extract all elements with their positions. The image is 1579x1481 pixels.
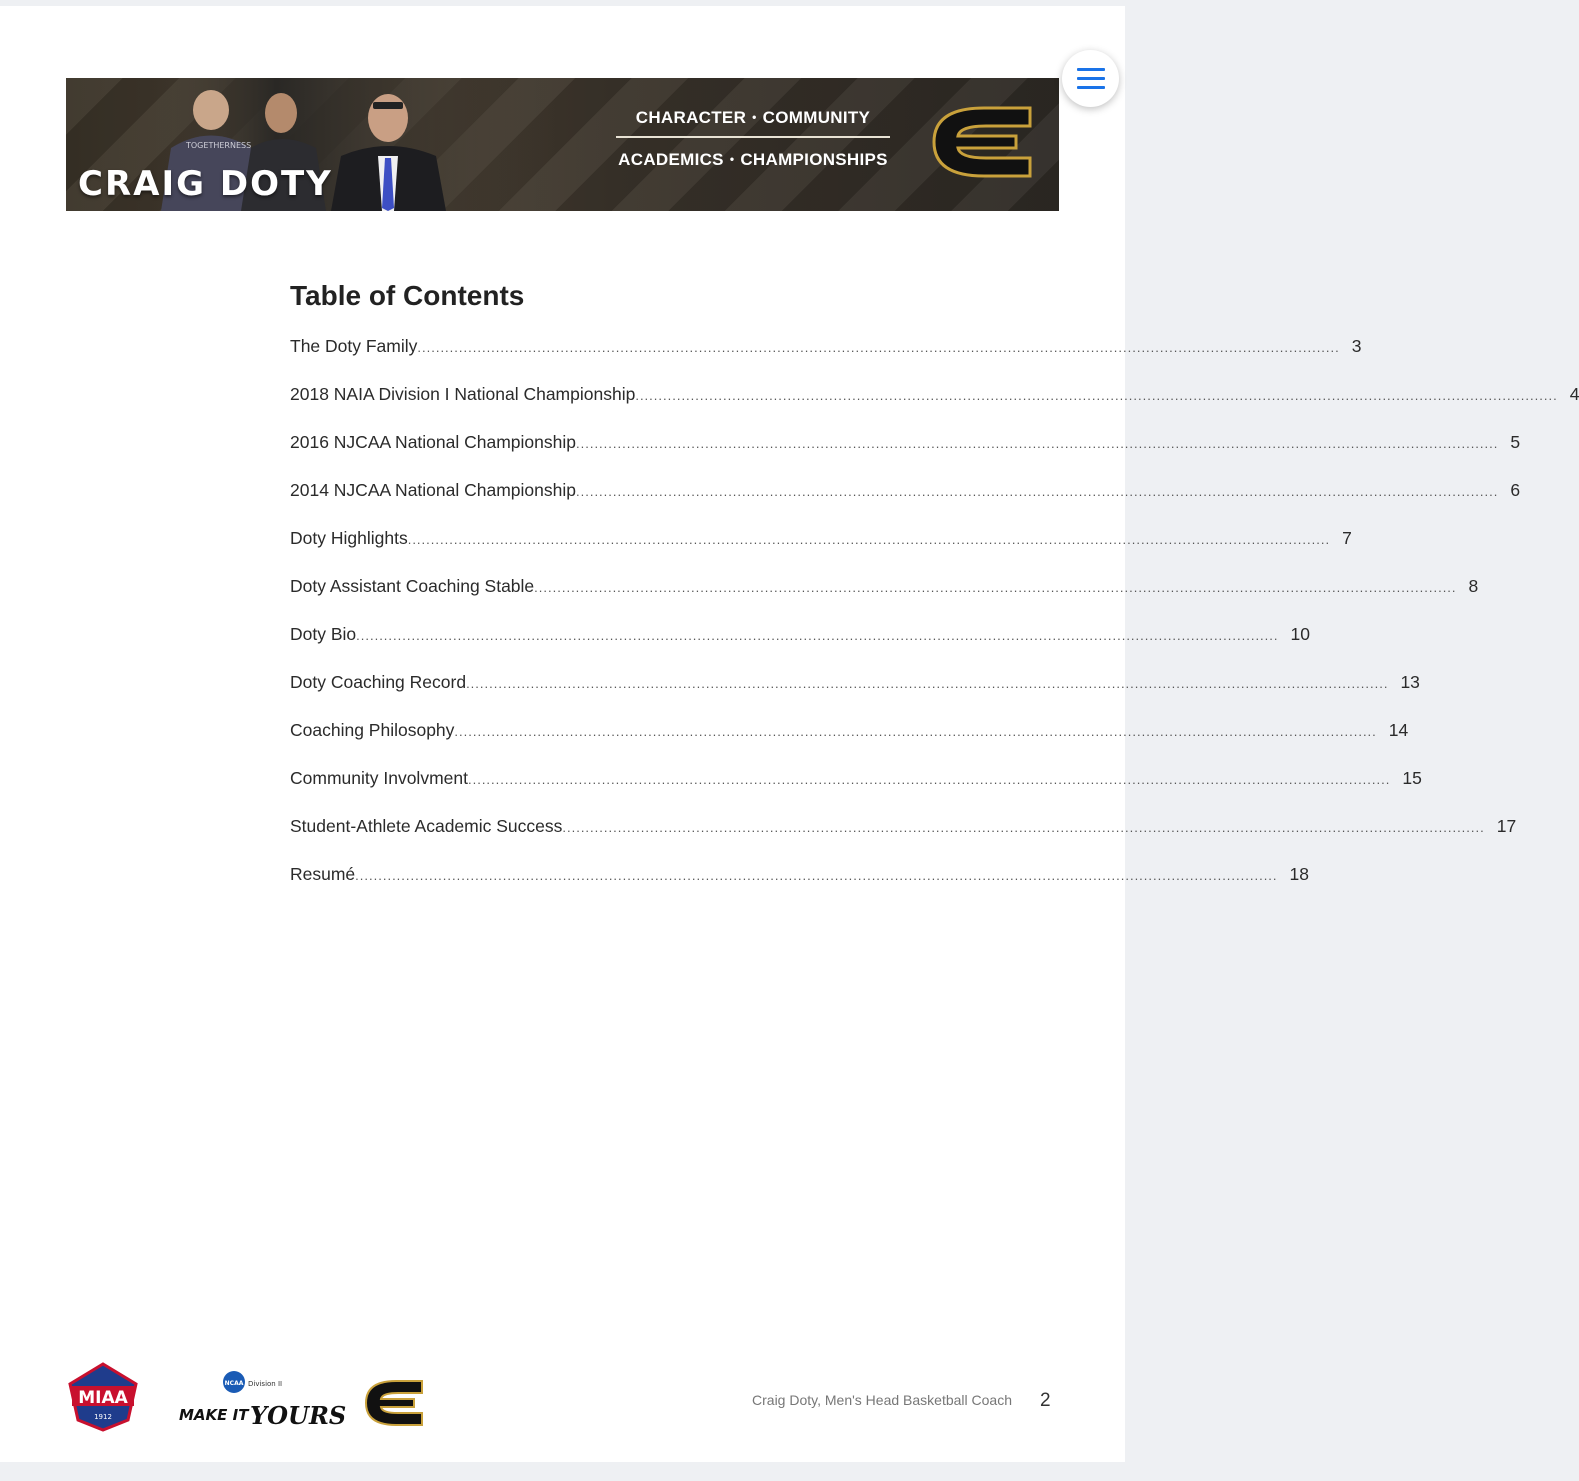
toc-leader-dots: ........................................................................................................................................................................................................ — [576, 436, 1499, 451]
toc-entry-page: 15 — [1402, 768, 1422, 788]
value-academics: ACADEMICS — [618, 150, 724, 169]
toc-leader-dots: ........................................................................................................................................................................................................ — [466, 676, 1389, 691]
yours-text: YOURS — [250, 1401, 347, 1430]
value-championships: CHAMPIONSHIPS — [740, 150, 888, 169]
toc-leader-dots: ........................................................................................................................................................................................................ — [562, 820, 1485, 835]
value-community: COMMUNITY — [762, 108, 871, 127]
toc-leader-dots: ........................................................................................................................................................................................................ — [467, 772, 1391, 787]
toc-leader-dots: ........................................................................................................................................................................................................ — [407, 532, 1331, 547]
toc-entry-page: 14 — [1388, 720, 1409, 740]
toc-entry-label: Coaching Philosophy — [290, 720, 455, 740]
toc-leader-dots: ........................................................................................................................................................................................................ — [576, 484, 1499, 499]
toc-entry[interactable] — [290, 864, 1310, 912]
toc-entry[interactable] — [290, 672, 1420, 720]
toc-leader-dots: ........................................................................................................................................................................................................ — [417, 340, 1340, 355]
toc-entry[interactable] — [290, 528, 1352, 576]
toc-entry-label: Resumé — [290, 864, 356, 884]
toc-entry-page: 5 — [1510, 432, 1521, 452]
toc-entry-label: Community Involvment — [290, 768, 468, 788]
toc-entry-label: The Doty Family — [290, 336, 418, 356]
make-it-text: MAKE IT — [179, 1406, 249, 1424]
ncaa-division: Division II — [248, 1380, 283, 1388]
toc-entry-label: 2016 NJCAA National Championship — [290, 432, 576, 452]
toc-leader-dots: ........................................................................................................................................................................................................ — [534, 580, 1457, 595]
toc-entry[interactable] — [290, 816, 1517, 864]
toc-entry-page: 8 — [1468, 576, 1479, 596]
toc-entry-label: Doty Coaching Record — [290, 672, 467, 692]
hamburger-menu-icon — [1077, 68, 1105, 71]
toc-entry-page: 17 — [1496, 816, 1517, 836]
toc-entry-page: 7 — [1342, 528, 1352, 548]
toc-leader-dots: ........................................................................................................................................................................................................ — [454, 724, 1377, 739]
document-page — [0, 6, 1579, 1462]
toc-entry-page: 13 — [1400, 672, 1420, 692]
ncaa-badge: NCAA — [224, 1380, 244, 1387]
toc-leader-dots: ........................................................................................................................................................................................................ — [635, 388, 1558, 403]
values-tagline — [614, 108, 892, 170]
banner-name: CRAIG DOTY — [78, 164, 333, 204]
toc-entry[interactable] — [290, 576, 1479, 624]
hamburger-menu-icon — [1077, 77, 1105, 80]
toc-entry-page: 4 — [1569, 384, 1579, 404]
toc-entry-label: Doty Bio — [290, 624, 357, 644]
toc-entry[interactable] — [290, 624, 1310, 672]
toc-entry[interactable] — [290, 720, 1409, 768]
emporia-e-logo — [926, 102, 1036, 182]
toc-list — [290, 336, 1579, 912]
toc-entry-label: Student-Athlete Academic Success — [290, 816, 563, 836]
miaa-logo-text: MIAA — [78, 1388, 128, 1408]
toc-entry[interactable] — [290, 336, 1362, 384]
separator-dot: • — [752, 110, 757, 124]
toc-entry[interactable] — [290, 768, 1422, 816]
toc-entry-label: Doty Highlights — [290, 528, 408, 548]
toc-entry-label: 2014 NJCAA National Championship — [290, 480, 576, 500]
toc-entry-label: 2018 NAIA Division I National Championship — [290, 384, 636, 404]
toc-entry-page: 10 — [1290, 624, 1310, 644]
toc-title: Table of Contents — [290, 280, 525, 311]
shirt-text: TOGETHERNESS — [186, 141, 252, 150]
separator-dot: • — [729, 152, 735, 166]
footer-caption: Craig Doty, Men's Head Basketball Coach — [752, 1392, 1012, 1408]
miaa-logo — [66, 1362, 140, 1432]
toc-entry[interactable] — [290, 384, 1579, 432]
page-number: 2 — [1040, 1390, 1051, 1411]
ncaa-make-it-yours-logo — [176, 1368, 347, 1432]
header-banner — [66, 78, 1059, 211]
value-character: CHARACTER — [635, 108, 747, 127]
toc-leader-dots: ........................................................................................................................................................................................................ — [356, 628, 1279, 643]
toc-entry[interactable] — [290, 432, 1521, 480]
hamburger-menu-button[interactable] — [1062, 50, 1119, 107]
toc-entry-page: 18 — [1289, 864, 1310, 884]
tagline-divider — [616, 136, 890, 138]
toc-entry-page: 3 — [1351, 336, 1362, 356]
hamburger-menu-icon — [1077, 86, 1105, 89]
toc-entry-label: Doty Assistant Coaching Stable — [290, 576, 535, 596]
toc-entry-page: 6 — [1510, 480, 1521, 500]
emporia-e-footer-logo — [362, 1378, 426, 1428]
toc-leader-dots: ........................................................................................................................................................................................................ — [355, 868, 1278, 883]
miaa-year: 1912 — [94, 1413, 112, 1421]
toc-entry[interactable] — [290, 480, 1521, 528]
